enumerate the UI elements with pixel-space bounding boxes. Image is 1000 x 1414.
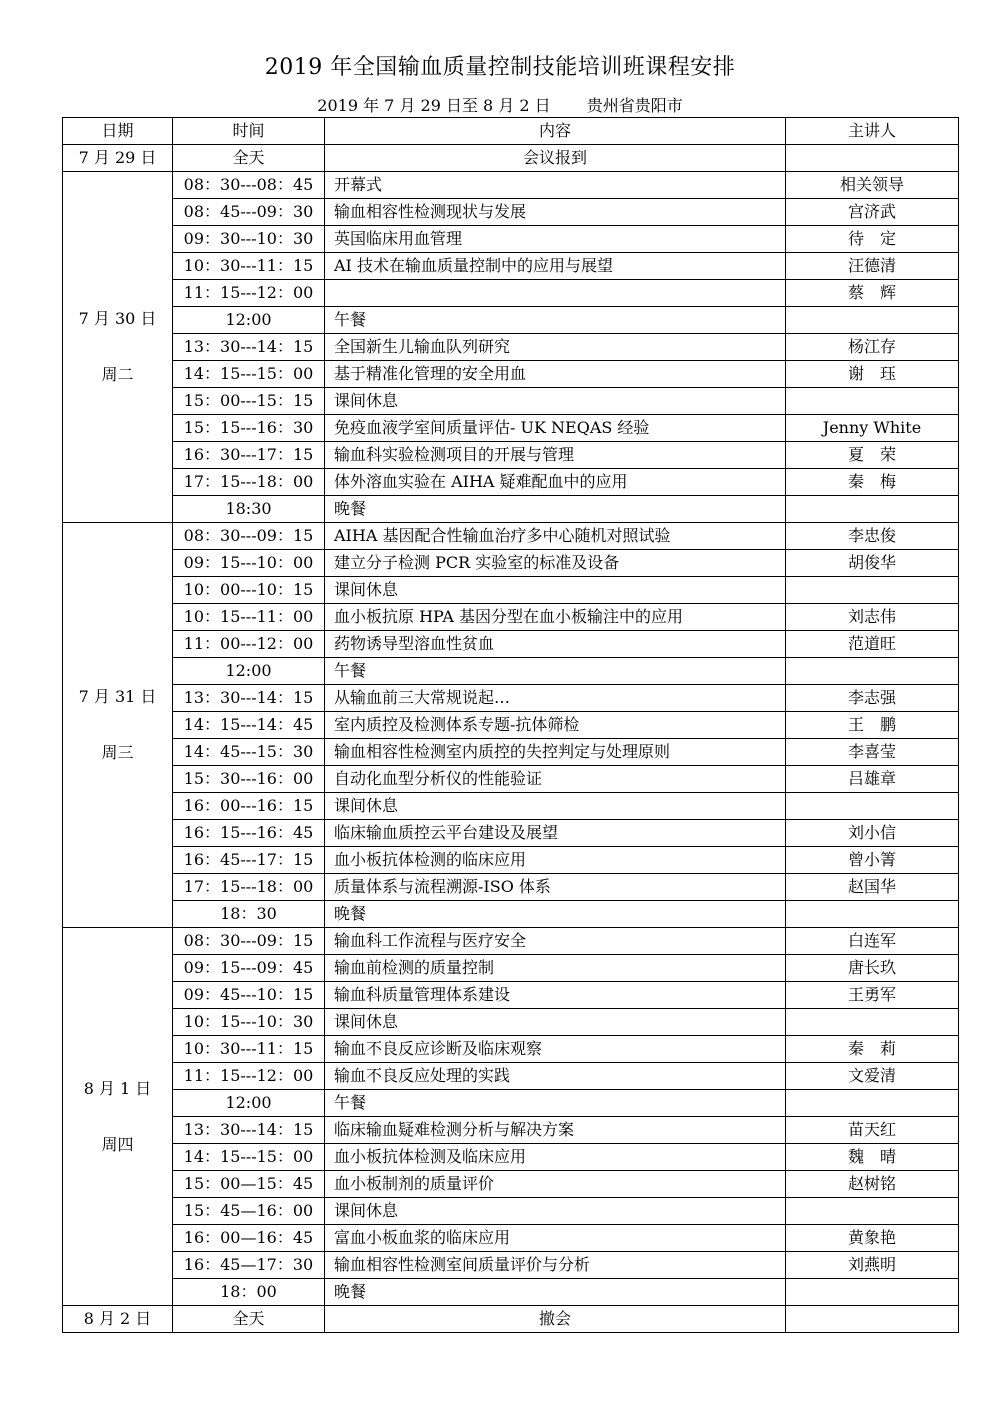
- time-cell: 14：15---15：00: [173, 361, 325, 388]
- speaker-cell: 范道旺: [786, 631, 959, 658]
- time-cell: 16：45—17：30: [173, 1252, 325, 1279]
- content-cell: 输血不良反应处理的实践: [325, 1063, 786, 1090]
- time-cell: 09：15---10：00: [173, 550, 325, 577]
- day-weekday: 周四: [101, 1134, 134, 1154]
- header-speaker: 主讲人: [786, 118, 959, 145]
- table-row: [63, 1036, 959, 1063]
- content-cell: 富血小板血浆的临床应用: [325, 1225, 786, 1252]
- time-cell: 18：00: [173, 1279, 325, 1306]
- time-cell: 10：15---10：30: [173, 1009, 325, 1036]
- header-content: 内容: [325, 118, 786, 145]
- speaker-cell: [786, 1279, 959, 1306]
- content-cell: 课间休息: [325, 388, 786, 415]
- content-cell: 全国新生儿输血队列研究: [325, 334, 786, 361]
- speaker-cell: 宫济武: [786, 199, 959, 226]
- day-weekday: 周二: [101, 365, 134, 384]
- speaker-cell: 秦 梅: [786, 469, 959, 496]
- time-cell: 12:00: [173, 1090, 325, 1117]
- time-cell: 15：00—15：45: [173, 1171, 325, 1198]
- content-cell: 课间休息: [325, 1198, 786, 1225]
- time-cell: 10：15---11：00: [173, 604, 325, 631]
- speaker-cell: 李志强: [786, 685, 959, 712]
- table-row: [63, 928, 959, 955]
- content-cell: 药物诱导型溶血性贫血: [325, 631, 786, 658]
- table-row: [63, 280, 959, 307]
- content-cell: [325, 280, 786, 307]
- content-cell: AIHA 基因配合性输血治疗多中心随机对照试验: [325, 523, 786, 550]
- table-row: [63, 253, 959, 280]
- table-row: [63, 739, 959, 766]
- speaker-cell: 吕雄章: [786, 766, 959, 793]
- time-cell: 14：15---15：00: [173, 1144, 325, 1171]
- table-row: [63, 874, 959, 901]
- subtitle: [0, 93, 1000, 116]
- table-row: [63, 550, 959, 577]
- table-row: [63, 388, 959, 415]
- speaker-cell: 蔡 辉: [786, 280, 959, 307]
- speaker-cell: 李喜莹: [786, 739, 959, 766]
- speaker-cell: 刘燕明: [786, 1252, 959, 1279]
- speaker-cell: 杨江存: [786, 334, 959, 361]
- content-cell: 输血相容性检测室内质控的失控判定与处理原则: [325, 739, 786, 766]
- day-label: [79, 684, 157, 766]
- table-row: [63, 1171, 959, 1198]
- time-cell: 13：30---14：15: [173, 334, 325, 361]
- time-cell: 全天: [173, 1306, 325, 1333]
- table-row: [63, 1225, 959, 1252]
- time-cell: 18:30: [173, 496, 325, 523]
- time-cell: 10：30---11：15: [173, 253, 325, 280]
- speaker-cell: [786, 793, 959, 820]
- table-row: [63, 793, 959, 820]
- time-cell: 14：45---15：30: [173, 739, 325, 766]
- table-row: [63, 145, 959, 172]
- day-cell: [63, 172, 173, 523]
- table-row: [63, 1144, 959, 1171]
- content-cell: 撤会: [325, 1306, 786, 1333]
- day-date: 8 月 1 日: [83, 1078, 152, 1098]
- speaker-cell: [786, 496, 959, 523]
- table-row: [63, 226, 959, 253]
- speaker-cell: [786, 145, 959, 172]
- speaker-cell: 刘志伟: [786, 604, 959, 631]
- content-cell: 开幕式: [325, 172, 786, 199]
- day-cell: [63, 523, 173, 928]
- table-row: [63, 1279, 959, 1306]
- speaker-cell: 王勇军: [786, 982, 959, 1009]
- table-row: [63, 604, 959, 631]
- speaker-cell: 相关领导: [786, 172, 959, 199]
- table-row: [63, 415, 959, 442]
- table-row: [63, 712, 959, 739]
- schedule-body: [63, 118, 959, 1333]
- time-cell: 11：15---12：00: [173, 1063, 325, 1090]
- speaker-cell: [786, 307, 959, 334]
- content-cell: 午餐: [325, 658, 786, 685]
- content-cell: 临床输血疑难检测分析与解决方案: [325, 1117, 786, 1144]
- table-row: [63, 1306, 959, 1333]
- speaker-cell: 白连军: [786, 928, 959, 955]
- content-cell: 血小板抗体检测及临床应用: [325, 1144, 786, 1171]
- speaker-cell: 刘小信: [786, 820, 959, 847]
- table-row: [63, 847, 959, 874]
- time-cell: 12:00: [173, 658, 325, 685]
- time-cell: 08：30---09：15: [173, 928, 325, 955]
- content-cell: 晚餐: [325, 496, 786, 523]
- table-row: [63, 685, 959, 712]
- table-row: [63, 955, 959, 982]
- time-cell: 13：30---14：15: [173, 1117, 325, 1144]
- time-cell: 16：00---16：15: [173, 793, 325, 820]
- content-cell: 输血不良反应诊断及临床观察: [325, 1036, 786, 1063]
- content-cell: 室内质控及检测体系专题-抗体筛检: [325, 712, 786, 739]
- content-cell: 英国临床用血管理: [325, 226, 786, 253]
- content-cell: 血小板抗原 HPA 基因分型在血小板输注中的应用: [325, 604, 786, 631]
- time-cell: 09：45---10：15: [173, 982, 325, 1009]
- time-cell: 08：30---09：15: [173, 523, 325, 550]
- speaker-cell: 苗天红: [786, 1117, 959, 1144]
- content-cell: 输血前检测的质量控制: [325, 955, 786, 982]
- day-weekday: 周三: [101, 743, 134, 762]
- speaker-cell: [786, 1009, 959, 1036]
- time-cell: 全天: [173, 145, 325, 172]
- time-cell: 17：15---18：00: [173, 874, 325, 901]
- speaker-cell: [786, 658, 959, 685]
- table-row: [63, 469, 959, 496]
- time-cell: 08：30---08：45: [173, 172, 325, 199]
- table-row: [63, 172, 959, 199]
- speaker-cell: 文爱清: [786, 1063, 959, 1090]
- table-row: [63, 901, 959, 928]
- speaker-cell: Jenny White: [786, 415, 959, 442]
- speaker-cell: 黄象艳: [786, 1225, 959, 1252]
- content-cell: 会议报到: [325, 145, 786, 172]
- table-row: [63, 199, 959, 226]
- schedule-table: [62, 117, 959, 1333]
- header-time: 时间: [173, 118, 325, 145]
- time-cell: 17：15---18：00: [173, 469, 325, 496]
- header-date: 日期: [63, 118, 173, 145]
- content-cell: 午餐: [325, 1090, 786, 1117]
- table-header-row: [63, 118, 959, 145]
- speaker-cell: 谢 珏: [786, 361, 959, 388]
- speaker-cell: 赵树铭: [786, 1171, 959, 1198]
- time-cell: 15：45—16：00: [173, 1198, 325, 1225]
- time-cell: 16：00—16：45: [173, 1225, 325, 1252]
- table-row: [63, 1009, 959, 1036]
- content-cell: 输血科质量管理体系建设: [325, 982, 786, 1009]
- speaker-cell: 胡俊华: [786, 550, 959, 577]
- table-row: [63, 1117, 959, 1144]
- content-cell: 免疫血液学室间质量评估- UK NEQAS 经验: [325, 415, 786, 442]
- day-cell: [63, 145, 173, 172]
- time-cell: 16：45---17：15: [173, 847, 325, 874]
- time-cell: 15：30---16：00: [173, 766, 325, 793]
- speaker-cell: 唐长玖: [786, 955, 959, 982]
- content-cell: 课间休息: [325, 793, 786, 820]
- speaker-cell: 王 鹏: [786, 712, 959, 739]
- time-cell: 16：15---16：45: [173, 820, 325, 847]
- table-row: [63, 496, 959, 523]
- time-cell: 14：15---14：45: [173, 712, 325, 739]
- table-row: [63, 658, 959, 685]
- speaker-cell: [786, 901, 959, 928]
- day-cell: [63, 1306, 173, 1333]
- content-cell: 输血科实验检测项目的开展与管理: [325, 442, 786, 469]
- content-cell: 输血相容性检测室间质量评价与分析: [325, 1252, 786, 1279]
- content-cell: 从输血前三大常规说起…: [325, 685, 786, 712]
- speaker-cell: 李忠俊: [786, 523, 959, 550]
- table-row: [63, 334, 959, 361]
- table-row: [63, 361, 959, 388]
- content-cell: 晚餐: [325, 1279, 786, 1306]
- table-row: [63, 631, 959, 658]
- content-cell: 午餐: [325, 307, 786, 334]
- speaker-cell: 魏 晴: [786, 1144, 959, 1171]
- time-cell: 12:00: [173, 307, 325, 334]
- day-date: 7 月 31 日: [78, 687, 157, 706]
- content-cell: AI 技术在输血质量控制中的应用与展望: [325, 253, 786, 280]
- time-cell: 11：15---12：00: [173, 280, 325, 307]
- speaker-cell: [786, 1090, 959, 1117]
- subtitle-location: 贵州省贵阳市: [586, 96, 683, 115]
- table-row: [63, 820, 959, 847]
- page-title: 2019 年全国输血质量控制技能培训班课程安排: [264, 55, 736, 80]
- time-cell: 16：30---17：15: [173, 442, 325, 469]
- table-row: [63, 1090, 959, 1117]
- content-cell: 建立分子检测 PCR 实验室的标准及设备: [325, 550, 786, 577]
- time-cell: 18：30: [173, 901, 325, 928]
- content-cell: 课间休息: [325, 1009, 786, 1036]
- table-row: [63, 766, 959, 793]
- speaker-cell: 待 定: [786, 226, 959, 253]
- time-cell: 08：45---09：30: [173, 199, 325, 226]
- speaker-cell: 夏 荣: [786, 442, 959, 469]
- day-label: [84, 1306, 152, 1332]
- content-cell: 血小板制剂的质量评价: [325, 1171, 786, 1198]
- time-cell: 15：15---16：30: [173, 415, 325, 442]
- content-cell: 输血科工作流程与医疗安全: [325, 928, 786, 955]
- speaker-cell: 赵国华: [786, 874, 959, 901]
- time-cell: 11：00---12：00: [173, 631, 325, 658]
- day-label: [79, 145, 157, 171]
- time-cell: 10：30---11：15: [173, 1036, 325, 1063]
- time-cell: 09：15---09：45: [173, 955, 325, 982]
- speaker-cell: 秦 莉: [786, 1036, 959, 1063]
- content-cell: 临床输血质控云平台建设及展望: [325, 820, 786, 847]
- content-cell: 基于精准化管理的安全用血: [325, 361, 786, 388]
- day-date: 7 月 30 日: [78, 309, 157, 328]
- table-row: [63, 307, 959, 334]
- content-cell: 体外溶血实验在 AIHA 疑难配血中的应用: [325, 469, 786, 496]
- time-cell: 10：00---10：15: [173, 577, 325, 604]
- table-row: [63, 523, 959, 550]
- content-cell: 血小板抗体检测的临床应用: [325, 847, 786, 874]
- speaker-cell: [786, 1306, 959, 1333]
- table-row: [63, 577, 959, 604]
- table-row: [63, 1198, 959, 1225]
- speaker-cell: 汪德清: [786, 253, 959, 280]
- content-cell: 质量体系与流程溯源-ISO 体系: [325, 874, 786, 901]
- speaker-cell: 曾小箐: [786, 847, 959, 874]
- day-date: 7 月 29 日: [78, 148, 157, 167]
- speaker-cell: [786, 388, 959, 415]
- content-cell: 课间休息: [325, 577, 786, 604]
- day-cell: [63, 928, 173, 1306]
- time-cell: 09：30---10：30: [173, 226, 325, 253]
- subtitle-dates: 2019 年 7 月 29 日至 8 月 2 日: [317, 96, 551, 115]
- speaker-cell: [786, 577, 959, 604]
- table-row: [63, 442, 959, 469]
- content-cell: 晚餐: [325, 901, 786, 928]
- speaker-cell: [786, 1198, 959, 1225]
- day-date: 8 月 2 日: [83, 1309, 152, 1328]
- day-label: [79, 306, 157, 388]
- time-cell: 13：30---14：15: [173, 685, 325, 712]
- content-cell: 自动化血型分析仪的性能验证: [325, 766, 786, 793]
- table-row: [63, 982, 959, 1009]
- content-cell: 输血相容性检测现状与发展: [325, 199, 786, 226]
- day-label: [84, 1076, 152, 1158]
- table-row: [63, 1252, 959, 1279]
- time-cell: 15：00---15：15: [173, 388, 325, 415]
- table-row: [63, 1063, 959, 1090]
